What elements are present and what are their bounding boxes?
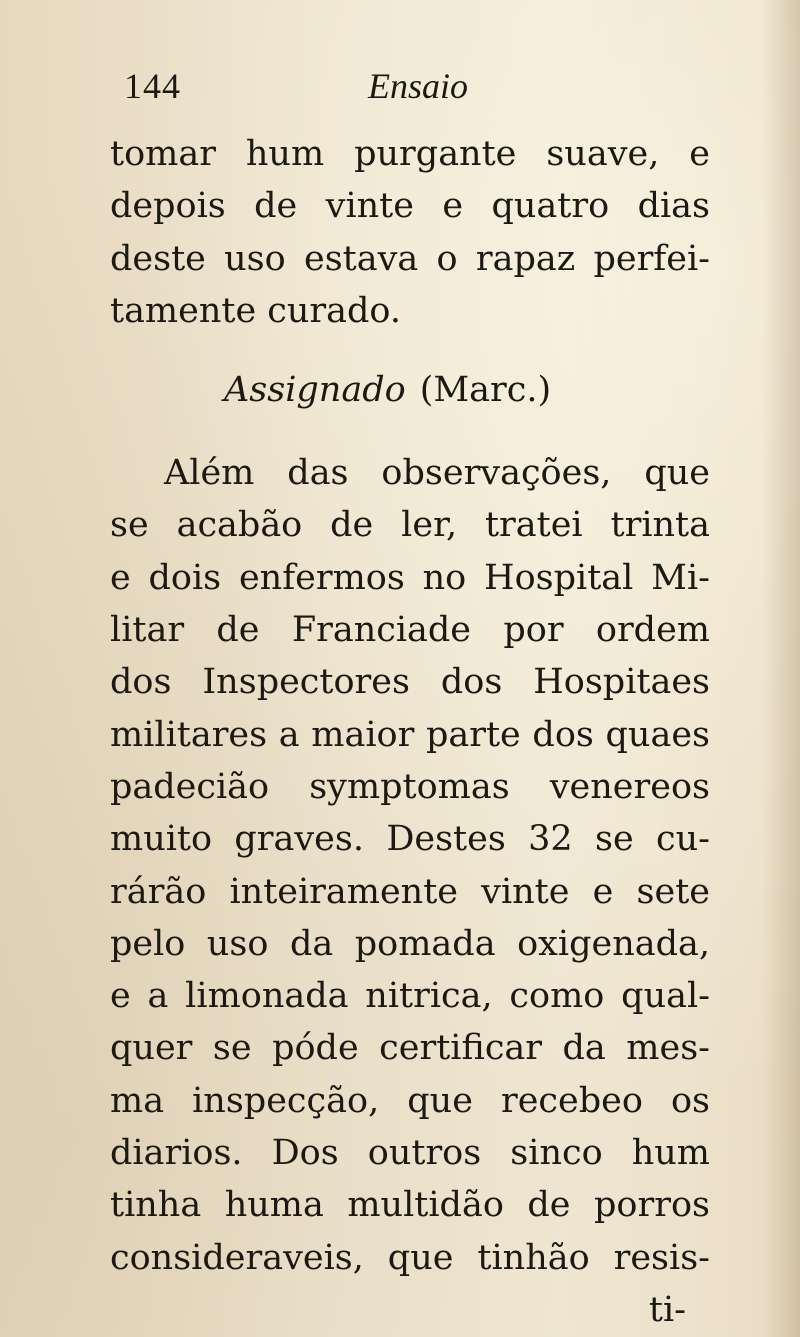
- text-line: se acabão de ler, tratei trinta: [110, 505, 710, 546]
- text-line: muito graves. Destes 32 se cu-: [110, 819, 710, 860]
- page-number: 144: [124, 66, 181, 106]
- paragraph-2: [110, 447, 710, 1284]
- text-line: tomar hum purgante suave, e: [110, 134, 710, 174]
- catchword: ti-: [648, 1289, 686, 1330]
- text-line: consideraveis, que tinhão resis-: [110, 1237, 710, 1278]
- text-line: dos Inspectores dos Hospitaes: [110, 662, 710, 703]
- text-line: tinha huma multidão de porros: [110, 1185, 710, 1226]
- signature-name: Assignado: [224, 370, 406, 411]
- text-line: Além das observações, que: [164, 453, 710, 494]
- text-line: diarios. Dos outros sinco hum: [110, 1133, 710, 1174]
- text-line: e dois enfermos no Hospital Mi-: [110, 557, 710, 598]
- signature-note: (Marc.): [419, 370, 552, 411]
- text-line: tamente curado.: [110, 290, 402, 331]
- text-line: ma inspecção, que recebeo os: [110, 1080, 710, 1121]
- text-line: litar de Franciade por ordem: [110, 610, 710, 651]
- page-header: [124, 62, 684, 112]
- running-head: Ensaio: [368, 66, 469, 106]
- text-line: pelo uso da pomada oxigenada,: [110, 923, 710, 964]
- spacer: [110, 421, 710, 447]
- text-line: rárão inteiramente vinte e sete: [110, 871, 710, 912]
- signature-line: [110, 359, 710, 421]
- paragraph-1: [110, 128, 710, 337]
- spacer: [110, 337, 710, 359]
- text-line: padecião symptomas venereos: [110, 766, 710, 807]
- text-line: e a limonada nitrica, como qual-: [110, 976, 710, 1017]
- body-text: [110, 128, 710, 1336]
- text-line: depois de vinte e quatro dias: [110, 186, 710, 227]
- page-edge-shadow: [762, 0, 800, 1337]
- text-line: quer se póde certificar da mes-: [110, 1028, 710, 1069]
- text-line: deste uso estava o rapaz perfei-: [110, 238, 710, 279]
- text-line: militares a maior parte dos quaes: [110, 714, 710, 755]
